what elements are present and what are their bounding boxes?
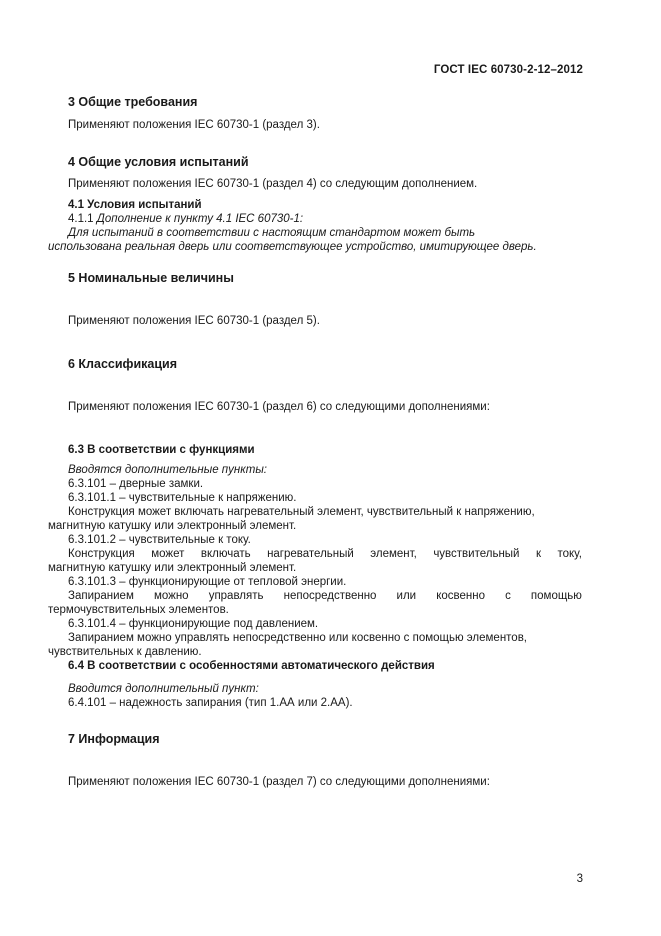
document-code: ГОСТ IEC 60730-2-12–2012	[433, 64, 583, 76]
word: элемент,	[370, 548, 417, 560]
word: или	[396, 590, 417, 602]
word: включать	[200, 548, 251, 560]
section-4-1-1-line-1: Для испытаний в соответствии с настоящим стандартом может быть	[68, 227, 476, 239]
list-item-6-3-101-3: 6.3.101.3 – функционирующие от тепловой энергии.	[68, 576, 347, 588]
word: Конструкция	[68, 548, 135, 560]
section-6-title: 6 Классификация	[68, 357, 178, 371]
section-4-1-1-number: 4.1.1	[68, 213, 97, 225]
word: можно	[153, 590, 189, 602]
page-number: 3	[576, 873, 583, 885]
section-7-text: Применяют положения IEC 60730-1 (раздел 7) со следующими дополнениями:	[68, 776, 490, 788]
paragraph-line: Запиранием можно управлять непосредственно или косвенно с помощью элементов,	[68, 632, 528, 644]
paragraph-line: магнитную катушку или электронный элемент.	[48, 520, 297, 532]
section-3-text: Применяют положения IEC 60730-1 (раздел 3).	[68, 119, 320, 131]
section-6-4-intro: Вводится дополнительный пункт:	[68, 683, 259, 695]
list-item-6-3-101-1: 6.3.101.1 – чувствительные к напряжению.	[68, 492, 297, 504]
list-item-6-3-101: 6.3.101 – дверные замки.	[68, 478, 204, 490]
list-item-6-3-101-2: 6.3.101.2 – чувствительные к току.	[68, 534, 251, 546]
list-item-6-3-101-4: 6.3.101.4 – функционирующие под давлением.	[68, 618, 319, 630]
word: чувствительный	[433, 548, 520, 560]
paragraph-line-justified	[68, 548, 582, 560]
section-4-1-title: 4.1 Условия испытаний	[68, 199, 202, 211]
paragraph-line: чувствительных к давлению.	[48, 646, 202, 658]
word: косвенно	[436, 590, 485, 602]
section-6-3-intro: Вводятся дополнительные пункты:	[68, 464, 267, 476]
section-3-title: 3 Общие требования	[68, 95, 198, 109]
paragraph-line: Конструкция может включать нагревательный элемент, чувствительный к напряжению,	[68, 506, 535, 518]
word: помощью	[530, 590, 582, 602]
section-6-4-title: 6.4 В соответствии с особенностями автоматического действия	[68, 660, 435, 672]
section-4-text: Применяют положения IEC 60730-1 (раздел 4) со следующим дополнением.	[68, 178, 478, 190]
word: непосредственно	[283, 590, 377, 602]
word: к	[535, 548, 541, 560]
section-4-title: 4 Общие условия испытаний	[68, 155, 249, 169]
word: току,	[557, 548, 582, 560]
paragraph-line-justified	[68, 590, 582, 602]
word: с	[505, 590, 511, 602]
paragraph-line: термочувствительных элементов.	[48, 604, 229, 616]
word: нагревательный	[267, 548, 354, 560]
section-6-3-title: 6.3 В соответствии с функциями	[68, 444, 255, 456]
section-4-1-1-text: Дополнение к пункту 4.1 IEC 60730-1:	[96, 213, 304, 225]
section-5-title: 5 Номинальные величины	[68, 271, 234, 285]
paragraph-line: магнитную катушку или электронный элемент.	[48, 562, 297, 574]
word: Запиранием	[68, 590, 134, 602]
word: может	[151, 548, 185, 560]
section-4-1-1-item	[68, 213, 303, 225]
section-7-title: 7 Информация	[68, 732, 160, 746]
section-6-text: Применяют положения IEC 60730-1 (раздел 6) со следующими дополнениями:	[68, 401, 490, 413]
section-5-text: Применяют положения IEC 60730-1 (раздел 5).	[68, 315, 320, 327]
word: управлять	[208, 590, 264, 602]
section-4-1-1-line-2: использована реальная дверь или соответствующее устройство, имитирующее дверь.	[48, 241, 537, 253]
list-item-6-4-101: 6.4.101 – надежность запирания (тип 1.АА или 2.АА).	[68, 697, 353, 709]
